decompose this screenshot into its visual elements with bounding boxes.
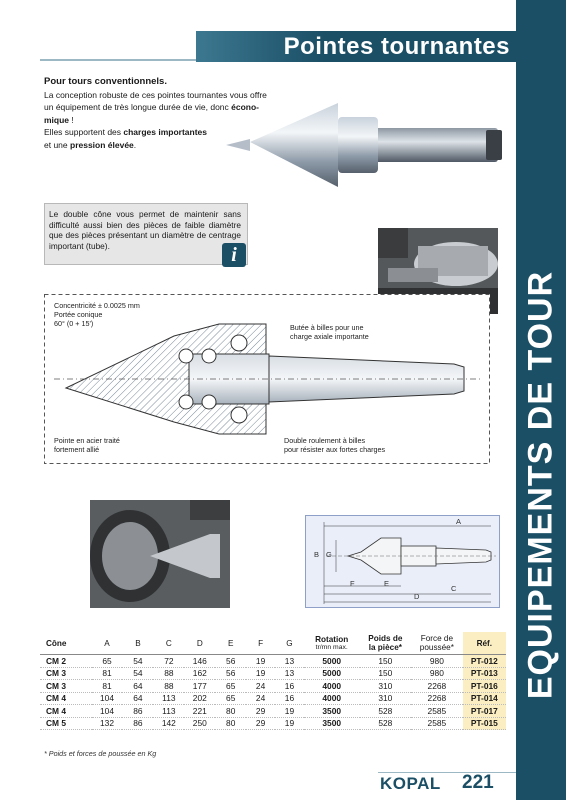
- page-number: 221: [462, 772, 494, 793]
- header-a: A: [92, 632, 123, 655]
- cell-b: 54: [122, 655, 153, 668]
- product-photo: [220, 95, 510, 205]
- dim-label-c: C: [451, 584, 457, 593]
- dim-label-a: A: [456, 517, 462, 526]
- cell-poids: 310: [360, 680, 412, 693]
- cell-g: 16: [275, 680, 304, 693]
- cell-b: 54: [122, 667, 153, 680]
- label-butee-1: Butée à billes pour une: [290, 323, 364, 332]
- callout-text: Le double cône vous permet de maintenir sans difficulté aussi bien des pièces de faible diamètre que des pièces présentant un diamètre de centrage important (tube).: [49, 209, 241, 251]
- cell-d: 221: [184, 705, 215, 718]
- intro-emphasis: pression élevée: [70, 139, 134, 150]
- label-pointe-2: fortement allié: [54, 445, 100, 454]
- intro-emphasis: écono-: [231, 102, 260, 112]
- cell-a: 81: [92, 667, 123, 680]
- table-row: [40, 680, 506, 693]
- header-force: [411, 632, 463, 655]
- header-e: E: [215, 632, 246, 655]
- cell-f: 19: [246, 655, 275, 668]
- dim-label-e: E: [384, 579, 390, 588]
- label-roulement-1: Double roulement à billes: [284, 436, 366, 445]
- cell-d: 146: [184, 655, 215, 668]
- table-row: [40, 655, 506, 668]
- cell-force: 2585: [411, 717, 463, 730]
- cell-a: 104: [92, 692, 123, 705]
- cell-e: 56: [215, 655, 246, 668]
- cell-poids: 528: [360, 705, 412, 718]
- cell-a: 65: [92, 655, 123, 668]
- footnote: * Poids et forces de poussée en Kg: [44, 749, 157, 758]
- callout-box: [44, 203, 248, 265]
- header-poids: [360, 632, 412, 655]
- header-rotation-unit: tr/mn max.: [315, 644, 348, 651]
- header-force-label-2: poussée*: [419, 643, 454, 652]
- cell-rotation: 4000: [304, 692, 360, 705]
- cell-c: 88: [153, 667, 184, 680]
- cell-g: 19: [275, 705, 304, 718]
- cell-c: 88: [153, 680, 184, 693]
- cell-cone: CM 2: [40, 655, 92, 668]
- dim-label-f: F: [350, 579, 355, 588]
- dim-label-g: G: [326, 550, 332, 559]
- header-c: C: [153, 632, 184, 655]
- cell-a: 81: [92, 680, 123, 693]
- cell-rotation: 4000: [304, 680, 360, 693]
- cell-b: 86: [122, 717, 153, 730]
- label-butee-2: charge axiale importante: [290, 332, 369, 341]
- cell-d: 177: [184, 680, 215, 693]
- cell-c: 142: [153, 717, 184, 730]
- table-row: [40, 705, 506, 718]
- cell-c: 72: [153, 655, 184, 668]
- label-roulement-2: pour résister aux fortes charges: [284, 445, 386, 454]
- cell-cone: CM 5: [40, 717, 92, 730]
- cell-rotation: 5000: [304, 655, 360, 668]
- label-concentricity: Concentricité ± 0.0025 mm: [54, 301, 140, 310]
- header-d: D: [184, 632, 215, 655]
- cell-cone: CM 4: [40, 705, 92, 718]
- intro-emphasis: mique: [44, 114, 70, 125]
- cell-g: 16: [275, 692, 304, 705]
- dim-label-d: D: [414, 592, 420, 601]
- header-poids-label: Poids de: [368, 634, 403, 643]
- cell-c: 113: [153, 705, 184, 718]
- cell-f: 24: [246, 692, 275, 705]
- cell-e: 56: [215, 667, 246, 680]
- cell-rotation: 5000: [304, 667, 360, 680]
- lathe-photo-bottom: [90, 500, 230, 608]
- cell-ref: PT-013: [463, 667, 506, 680]
- cell-a: 132: [92, 717, 123, 730]
- cell-ref: PT-016: [463, 680, 506, 693]
- cell-ref: PT-017: [463, 705, 506, 718]
- cell-rotation: 3500: [304, 705, 360, 718]
- cell-a: 104: [92, 705, 123, 718]
- cell-poids: 310: [360, 692, 412, 705]
- table-row: [40, 667, 506, 680]
- cell-f: 29: [246, 717, 275, 730]
- header-b: B: [122, 632, 153, 655]
- dimension-drawing: [305, 515, 500, 608]
- intro-line-5: et une: [44, 139, 70, 150]
- table-row: [40, 692, 506, 705]
- intro-line-1: La conception robuste de ces pointes tournantes vous offre: [44, 89, 267, 100]
- cell-g: 13: [275, 655, 304, 668]
- intro-line-3: !: [69, 114, 74, 125]
- cell-ref: PT-012: [463, 655, 506, 668]
- header-force-label: Force de: [420, 634, 454, 643]
- cell-e: 80: [215, 717, 246, 730]
- cell-poids: 150: [360, 667, 412, 680]
- cell-cone: CM 4: [40, 692, 92, 705]
- cell-c: 113: [153, 692, 184, 705]
- intro-emphasis: charges importantes: [123, 127, 208, 137]
- header-rotation-label: Rotation: [315, 635, 349, 644]
- header-ref: Réf.: [463, 632, 506, 655]
- brand-name: KOPAL: [380, 774, 441, 793]
- cell-d: 250: [184, 717, 215, 730]
- footer-rule: [378, 772, 516, 773]
- lathe-center-illustration: [90, 500, 230, 608]
- cell-e: 65: [215, 680, 246, 693]
- sidebar-category-label: EQUIPEMENTS DE TOUR: [521, 270, 560, 700]
- cell-f: 29: [246, 705, 275, 718]
- label-pointe-1: Pointe en acier traité: [54, 436, 120, 445]
- header-rotation: [304, 632, 360, 655]
- title-bar: [196, 31, 516, 62]
- cell-e: 80: [215, 705, 246, 718]
- cell-force: 2268: [411, 680, 463, 693]
- live-center-illustration: [220, 95, 510, 205]
- cell-cone: CM 3: [40, 667, 92, 680]
- cell-f: 19: [246, 667, 275, 680]
- cell-force: 2585: [411, 705, 463, 718]
- cross-section-diagram: [44, 294, 490, 464]
- cell-d: 202: [184, 692, 215, 705]
- cell-f: 24: [246, 680, 275, 693]
- specifications-table: [40, 632, 506, 730]
- intro-line-4: Elles supportent des: [44, 127, 124, 137]
- header-cone: Cône: [40, 632, 92, 655]
- cell-e: 65: [215, 692, 246, 705]
- cell-poids: 528: [360, 717, 412, 730]
- cell-poids: 150: [360, 655, 412, 668]
- cell-d: 162: [184, 667, 215, 680]
- label-angle: 60° (0 + 15'): [54, 319, 94, 328]
- dimension-drawing-lines: [306, 516, 499, 607]
- cell-force: 2268: [411, 692, 463, 705]
- page-title: Pointes tournantes: [283, 33, 510, 60]
- cell-ref: PT-014: [463, 692, 506, 705]
- cell-force: 980: [411, 667, 463, 680]
- cell-b: 64: [122, 680, 153, 693]
- info-icon: i: [222, 243, 246, 267]
- cell-rotation: 3500: [304, 717, 360, 730]
- header-f: F: [246, 632, 275, 655]
- header-poids-label-2: la pièce*: [368, 643, 402, 652]
- dim-label-b: B: [314, 550, 320, 559]
- cell-b: 64: [122, 692, 153, 705]
- intro-line-5-end: .: [133, 139, 137, 150]
- cell-g: 13: [275, 667, 304, 680]
- table-header-row: [40, 632, 506, 655]
- header-g: G: [275, 632, 304, 655]
- table-row: [40, 717, 506, 730]
- cell-g: 19: [275, 717, 304, 730]
- intro-heading: Pour tours conventionnels.: [44, 76, 167, 87]
- cell-ref: PT-015: [463, 717, 506, 730]
- cell-cone: CM 3: [40, 680, 92, 693]
- label-portee: Portée conique: [54, 310, 103, 319]
- intro-line-2: un équipement de très longue durée de vie, donc: [44, 102, 232, 112]
- cell-force: 980: [411, 655, 463, 668]
- cell-b: 86: [122, 705, 153, 718]
